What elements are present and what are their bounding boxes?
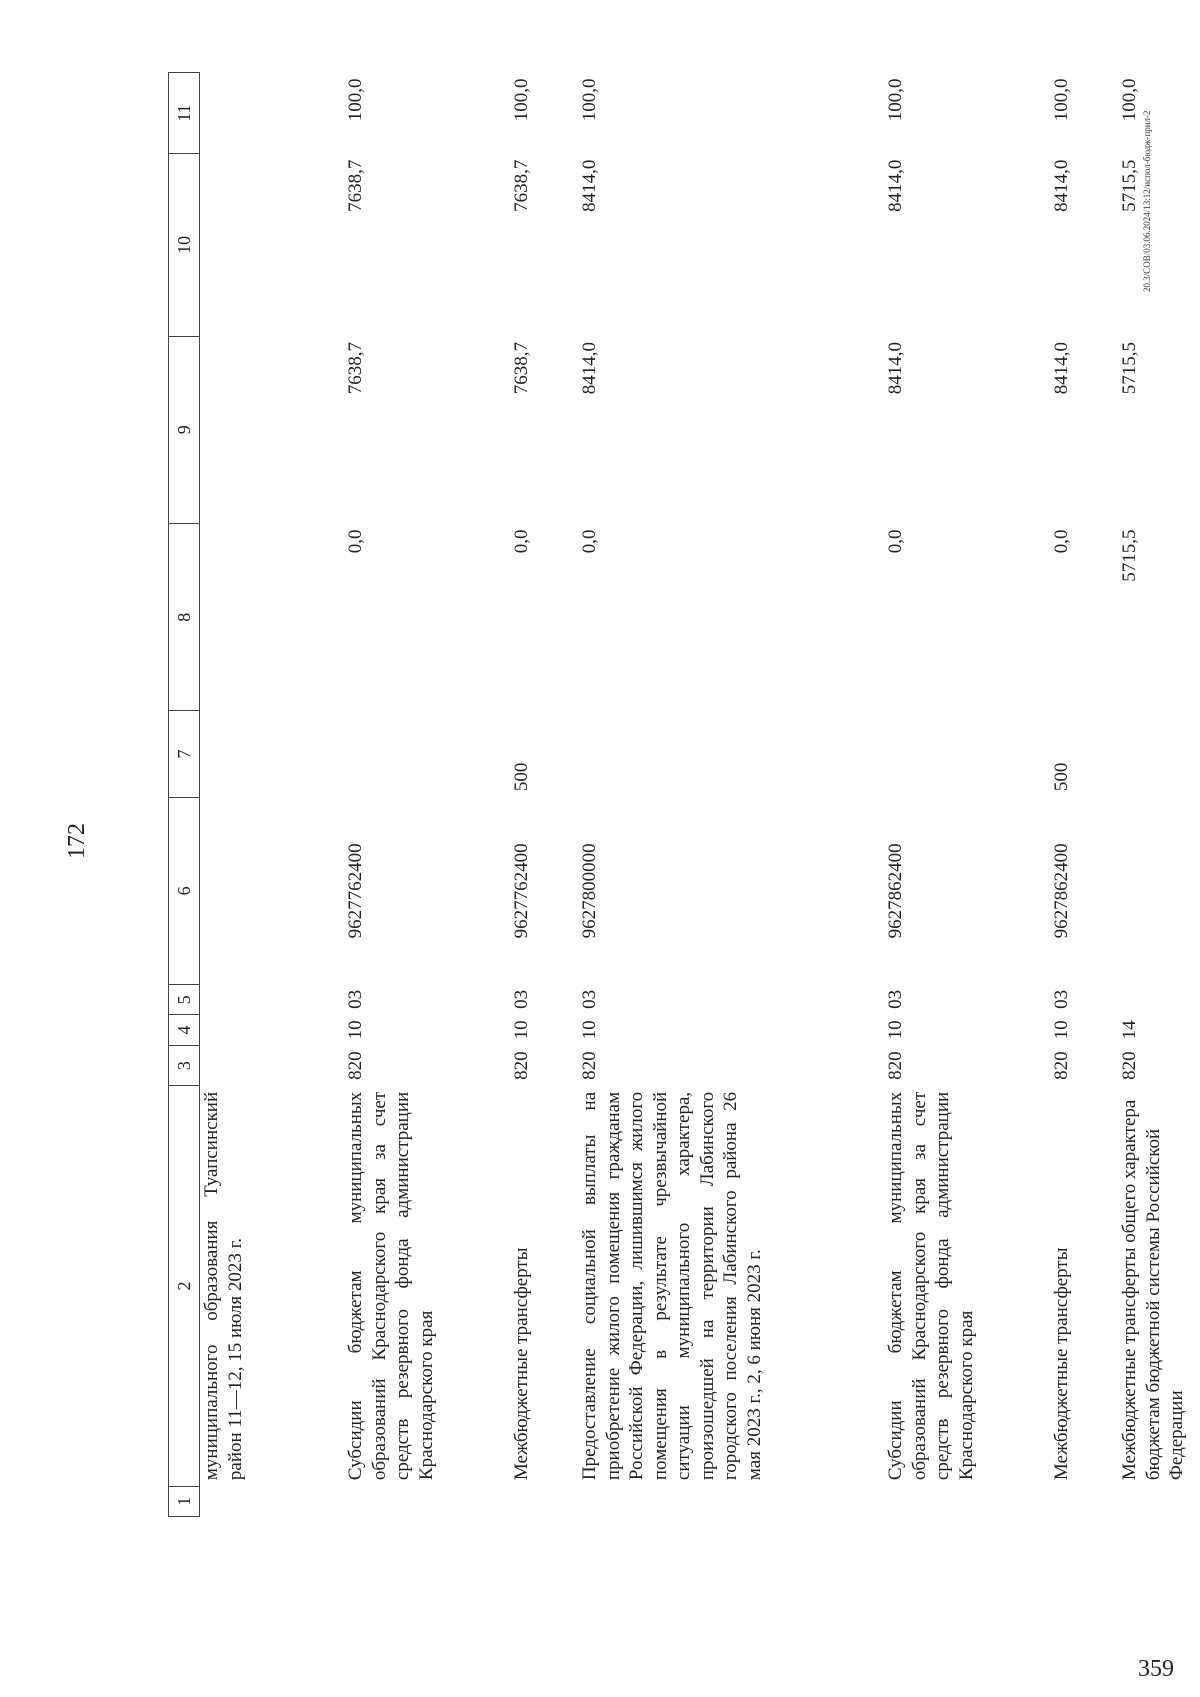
cell-col-10: 7638,7 — [345, 159, 366, 212]
header-col-5: 5 — [169, 985, 200, 1015]
cell-col-6 — [1110, 797, 1200, 984]
cell-description: Субсидии бюджетам муниципальных образований Краснодарского края за счет средств резервного фонда администрации Краснодарского края — [345, 1091, 437, 1481]
cell-col-3: 820 — [345, 1051, 366, 1080]
header-col-6: 6 — [169, 797, 200, 984]
header-col-10: 10 — [169, 154, 200, 336]
cell-col-5: 03 — [1051, 989, 1072, 1009]
cell-col-4 — [200, 1015, 337, 1045]
cell-col-6 — [200, 797, 337, 984]
cell-col-5: 03 — [345, 989, 366, 1009]
cell-col-8 — [200, 524, 337, 711]
cell-col-7 — [1110, 711, 1200, 797]
cell-col-8: 0,0 — [511, 529, 532, 554]
cell-col-11: 100,0 — [345, 78, 366, 122]
cell-col-1 — [200, 1486, 337, 1516]
cell-description: Межбюджетные трансферты — [1051, 1247, 1072, 1481]
cell-col-6: 9627800000 — [579, 843, 600, 939]
cell-col-4: 10 — [1051, 1020, 1072, 1040]
cell-col-7 — [336, 711, 502, 797]
cell-col-3 — [200, 1045, 337, 1086]
cell-col-5: 03 — [511, 989, 532, 1009]
cell-col-3: 820 — [1051, 1051, 1072, 1080]
table-row — [1110, 73, 1200, 1517]
cell-col-10: 8414,0 — [579, 159, 600, 212]
cell-col-8: 0,0 — [885, 529, 906, 554]
cell-col-4: 10 — [345, 1020, 366, 1040]
cell-col-4: 14 — [1119, 1020, 1140, 1040]
cell-col-11 — [200, 73, 337, 154]
header-col-2: 2 — [169, 1086, 200, 1486]
cell-col-6: 9627862400 — [885, 843, 906, 939]
cell-col-9: 8414,0 — [885, 342, 906, 395]
header-col-3: 3 — [169, 1045, 200, 1086]
cell-col-4: 10 — [885, 1020, 906, 1040]
cell-col-9 — [200, 336, 337, 523]
cell-col-8: 0,0 — [1051, 529, 1072, 554]
cell-col-9: 7638,7 — [511, 342, 532, 395]
table-row — [336, 73, 502, 1517]
cell-col-6: 9627762400 — [511, 843, 532, 939]
table-row — [200, 73, 337, 1517]
cell-col-5: 03 — [885, 989, 906, 1009]
cell-col-7 — [570, 711, 876, 797]
cell-col-11: 100,0 — [1119, 78, 1140, 122]
cell-col-1 — [876, 1486, 1042, 1516]
cell-col-10: 7638,7 — [511, 159, 532, 212]
table-row — [502, 73, 570, 1517]
cell-col-10 — [200, 154, 337, 336]
page-number: 172 — [64, 823, 90, 859]
table-row — [570, 73, 876, 1517]
cell-col-7 — [200, 711, 337, 797]
cell-col-8: 0,0 — [579, 529, 600, 554]
cell-col-11: 100,0 — [1051, 78, 1072, 122]
cell-description: Межбюджетные трансферты общего характера бюджетам бюджетной системы Российской Федерации — [1119, 1099, 1188, 1481]
cell-description: Межбюджетные трансферты — [511, 1247, 532, 1481]
cell-col-5 — [200, 985, 337, 1015]
cell-col-6: 9627862400 — [1051, 843, 1072, 939]
cell-col-6: 9627762400 — [345, 843, 366, 939]
cell-col-3: 820 — [579, 1051, 600, 1080]
header-col-9: 9 — [169, 336, 200, 523]
table-row — [1042, 73, 1110, 1517]
cell-col-4: 10 — [511, 1020, 532, 1040]
table-row — [876, 73, 1042, 1517]
cell-col-3: 820 — [885, 1051, 906, 1080]
bottom-page-number: 359 — [1138, 1656, 1174, 1682]
cell-col-9: 8414,0 — [579, 342, 600, 395]
header-row — [169, 73, 200, 1517]
cell-col-1 — [1042, 1486, 1110, 1516]
cell-col-3: 820 — [511, 1051, 532, 1080]
cell-col-7 — [876, 711, 1042, 797]
header-col-1: 1 — [169, 1486, 200, 1516]
budget-table — [168, 72, 1200, 1517]
cell-col-1 — [502, 1486, 570, 1516]
cell-col-10: 8414,0 — [885, 159, 906, 212]
cell-col-11: 100,0 — [579, 78, 600, 122]
cell-col-1 — [1110, 1486, 1200, 1516]
cell-description: Предоставление социальной выплаты на приобретение жилого помещения гражданам Российской Федерации, лишившимся жилого помещения в результате чрезвычайной ситуации муниципального характера, произошедшей на территории Лабинского городского поселения Лабинского района 26 мая 2023 г., 2, 6 июня 2023 г. — [579, 1091, 765, 1481]
cell-col-5: 03 — [579, 989, 600, 1009]
cell-col-9: 8414,0 — [1051, 342, 1072, 395]
cell-description: муниципального образования Туапсинский район 11—12, 15 июля 2023 г. — [201, 1091, 246, 1481]
cell-col-11: 100,0 — [511, 78, 532, 122]
header-col-11: 11 — [169, 73, 200, 154]
cell-col-3: 820 — [1119, 1051, 1140, 1080]
header-col-7: 7 — [169, 711, 200, 797]
cell-col-9: 5715,5 — [1119, 342, 1140, 395]
header-col-8: 8 — [169, 524, 200, 711]
cell-col-4: 10 — [579, 1020, 600, 1040]
cell-col-11: 100,0 — [885, 78, 906, 122]
cell-col-7: 500 — [511, 762, 532, 792]
cell-col-1 — [570, 1486, 876, 1516]
cell-col-9: 7638,7 — [345, 342, 366, 395]
cell-description: Субсидии бюджетам муниципальных образований Краснодарского края за счет средств резервного фонда администрации Краснодарского края — [885, 1091, 977, 1481]
footer-code: 20.3/СОВ/03.06.2024/13:12/испол-бюдж-прил-2 — [1142, 110, 1152, 292]
cell-col-8: 0,0 — [345, 529, 366, 554]
header-col-4: 4 — [169, 1015, 200, 1045]
cell-col-10: 5715,5 — [1119, 159, 1140, 212]
cell-col-5 — [1110, 985, 1200, 1015]
cell-col-7: 500 — [1051, 762, 1072, 792]
cell-col-10: 8414,0 — [1051, 159, 1072, 212]
cell-col-1 — [336, 1486, 502, 1516]
cell-col-8: 5715,5 — [1119, 529, 1140, 582]
